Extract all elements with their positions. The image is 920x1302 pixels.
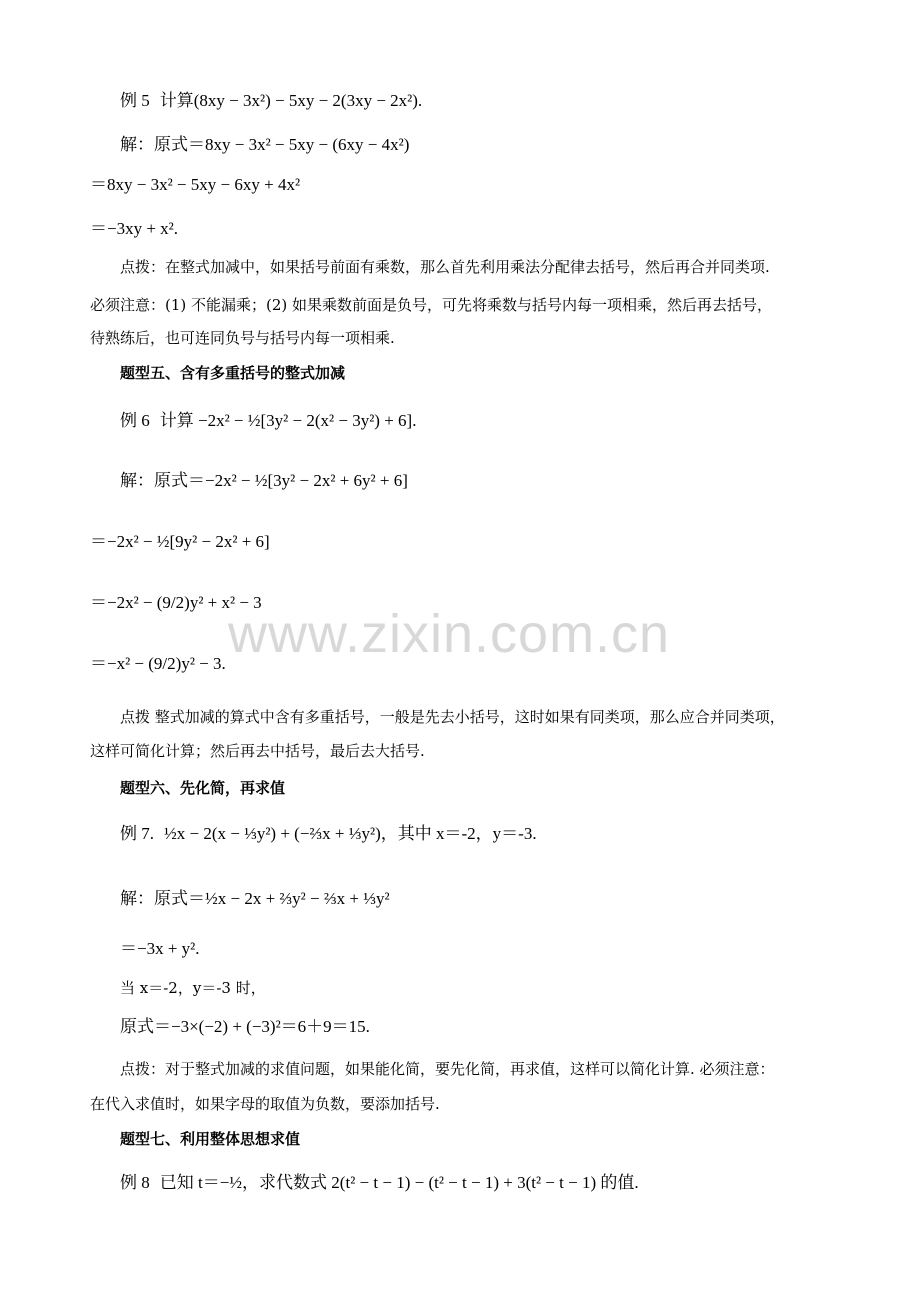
- example-text: 计算(8xy − 3x²) − 5xy − 2(3xy − 2x²).: [159, 91, 423, 110]
- section-heading: 题型五、含有多重括号的整式加减: [120, 364, 346, 382]
- result-line: 原式＝−3×(−2) + (−3)²＝6＋9＝15.: [120, 1017, 370, 1036]
- tip-paragraph: 这样可简化计算；然后再去中括号，最后去大括号.: [90, 742, 425, 760]
- tip-paragraph: 待熟练后，也可连同负号与括号内每一项相乘.: [90, 329, 395, 347]
- tip-paragraph: 在代入求值时，如果字母的取值为负数，要添加括号.: [90, 1095, 440, 1113]
- example-text: 计算 −2x² − ½[3y² − 2(x² − 3y²) + 6].: [159, 411, 417, 430]
- derivation-line: ＝8xy − 3x² − 5xy − 6xy + 4x²: [90, 175, 301, 194]
- example-text: ½x − 2(x − ⅓y²) + (−⅔x + ⅓y²)，其中 x＝-2，y＝-3.: [164, 824, 537, 843]
- example-7: [120, 823, 537, 845]
- section-heading: 题型七、利用整体思想求值: [120, 1130, 301, 1148]
- example-label: 例 5: [120, 91, 150, 110]
- example-label: 例 6: [120, 411, 150, 430]
- tip-paragraph: 点拨 整式加减的算式中含有多重括号，一般是先去小括号，这时如果有同类项，那么应合并同类项，: [120, 708, 785, 726]
- section-heading: 题型六、先化简，再求值: [120, 779, 286, 797]
- example-5: [120, 90, 422, 112]
- example-8: [120, 1172, 639, 1194]
- tip-paragraph: 必须注意：(1) 不能漏乘；(2) 如果乘数前面是负号，可先将乘数与括号内每一项相乘，然后再去括号，: [90, 296, 773, 314]
- derivation-line: ＝−3x + y².: [120, 939, 200, 958]
- derivation-line: ＝−3xy + x².: [90, 219, 179, 238]
- tip-paragraph: 点拨：在整式加减中，如果括号前面有乘数，那么首先利用乘法分配律去括号，然后再合并同类项.: [120, 258, 770, 276]
- tip-paragraph: 点拨：对于整式加减的求值问题，如果能化简，要先化简，再求值，这样可以简化计算. 必须注意：: [120, 1060, 775, 1078]
- example-text: 已知 t＝−½，求代数式 2(t² − t − 1) − (t² − t − 1) + 3(t² − t − 1) 的值.: [159, 1173, 639, 1192]
- substitution-line: 当 x＝-2，y＝-3 时，: [120, 979, 266, 997]
- solution-line: 解：原式＝8xy − 3x² − 5xy − (6xy − 4x²): [120, 135, 410, 154]
- derivation-line: ＝−2x² − (9/2)y² + x² − 3: [90, 593, 262, 612]
- derivation-line: ＝−2x² − ½[9y² − 2x² + 6]: [90, 532, 270, 551]
- example-6: [120, 410, 416, 432]
- solution-line: 解：原式＝½x − 2x + ⅔y² − ⅔x + ⅓y²: [120, 889, 390, 908]
- derivation-line: ＝−x² − (9/2)y² − 3.: [90, 654, 226, 673]
- example-label: 例 7.: [120, 824, 154, 843]
- watermark: www.zixin.com.cn: [228, 604, 671, 664]
- solution-line: 解：原式＝−2x² − ½[3y² − 2x² + 6y² + 6]: [120, 471, 408, 490]
- example-label: 例 8: [120, 1173, 150, 1192]
